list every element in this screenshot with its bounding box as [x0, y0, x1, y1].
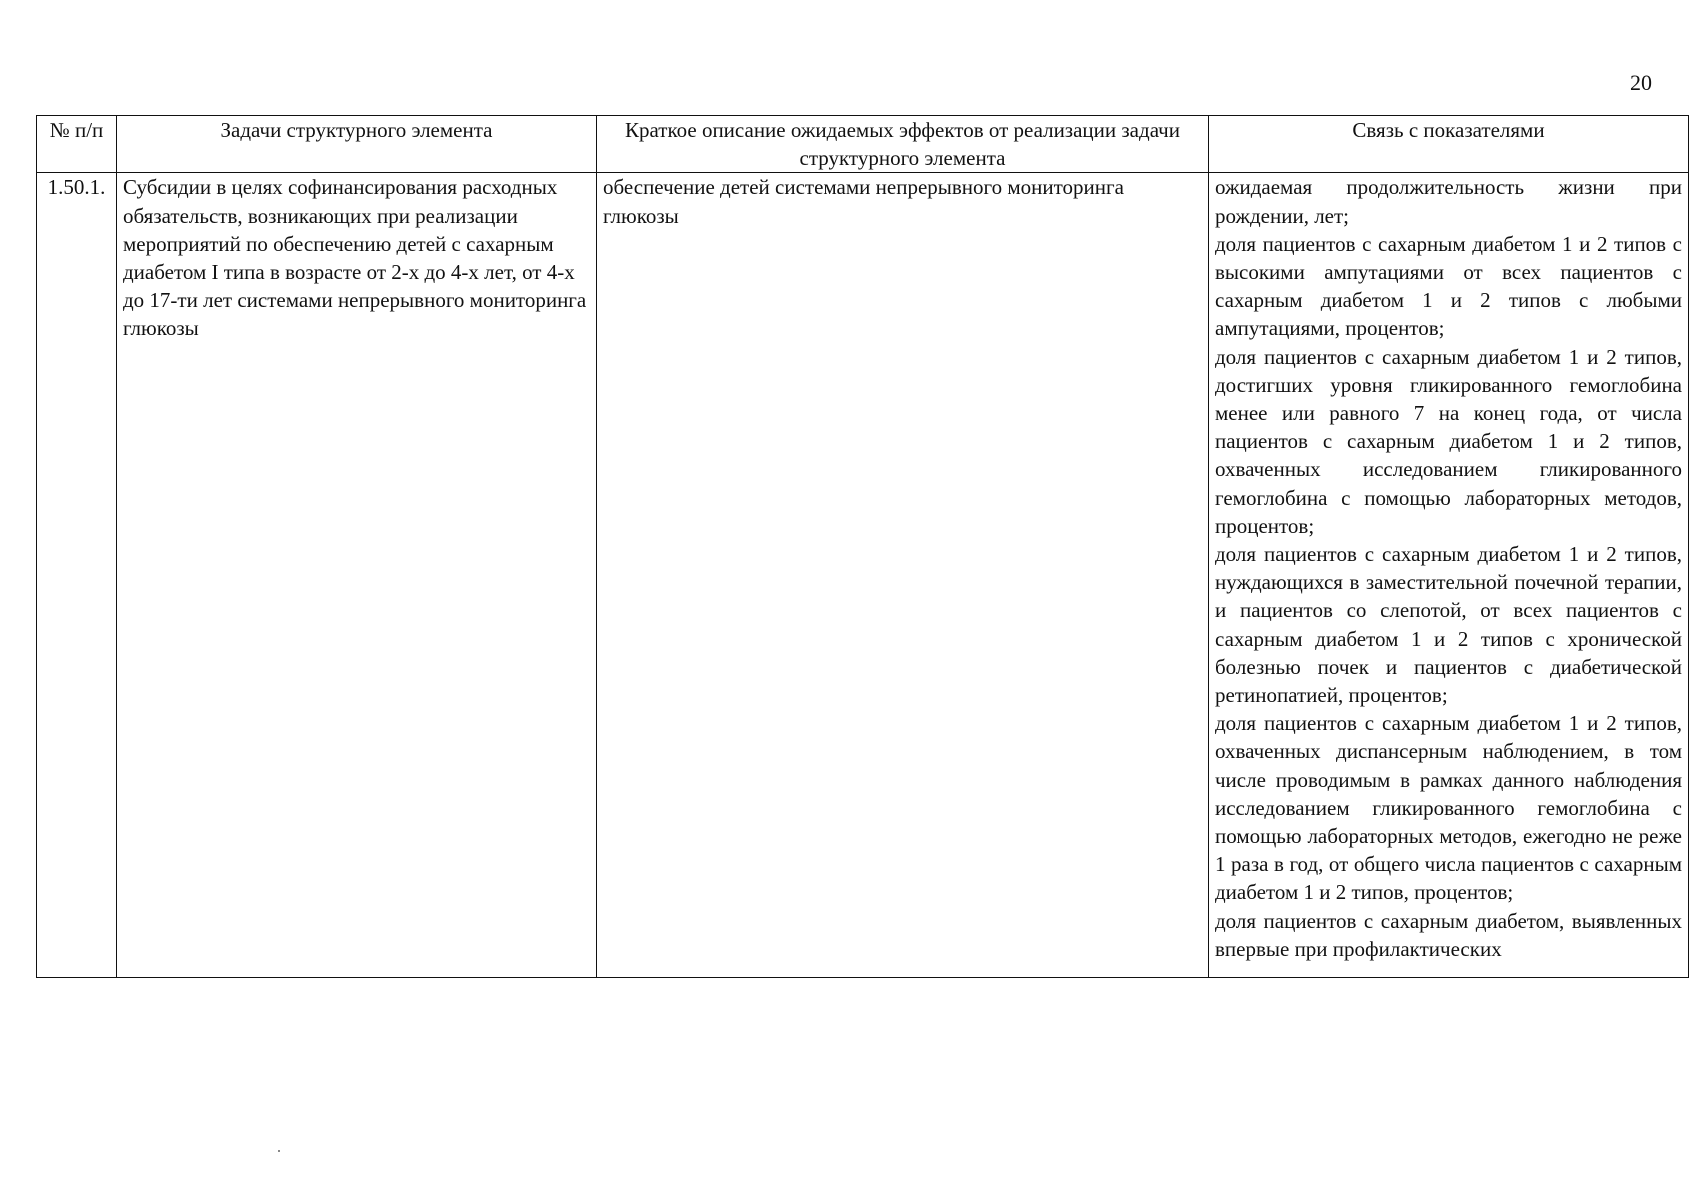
page-number: 20: [1630, 70, 1652, 95]
row-indicators: [1209, 173, 1689, 978]
indicator-item: доля пациентов с сахарным диабетом 1 и 2 типов с высокими ампутациями от всех пациентов с сахарным диабетом 1 и 2 типов с любыми ампутациями, процентов;: [1215, 231, 1682, 341]
structural-element-table: [36, 115, 1689, 978]
header-tasks: Задачи структурного элемента: [117, 116, 597, 173]
header-num: № п/п: [37, 116, 117, 173]
indicator-item: доля пациентов с сахарным диабетом 1 и 2 типов, охваченных диспансерным наблюдением, в том числе проводимым в рамках данного наблюдения исследованием гликированного гемоглобина с помощью лабораторных методов, ежегодно не реже 1 раза в год, от общего числа пациентов с сахарным диабетом 1 и 2 типов, процентов;: [1215, 711, 1682, 905]
indicator-item: доля пациентов с сахарным диабетом 1 и 2 типов, достигших уровня гликированного гемоглобина менее или равного 7 на конец года, от числа пациентов с сахарным диабетом 1 и 2 типов, охваченных исследованием гликированного гемоглобина с помощью лабораторных методов, процентов;: [1215, 344, 1682, 538]
indicator-item: доля пациентов с сахарным диабетом, выявленных впервые при профилактических: [1215, 908, 1682, 961]
row-task: Субсидии в целях софинансирования расходных обязательств, возникающих при реализации мероприятий по обеспечению детей с сахарным диабетом I типа в возрасте от 2-х до 4-х лет, от 4-х до 17-ти лет системами непрерывного мониторинга глюкозы: [117, 173, 597, 978]
table-row: [37, 173, 1689, 978]
header-row: [37, 116, 1689, 173]
table-header: [37, 116, 1689, 173]
row-number: 1.50.1.: [37, 173, 117, 978]
header-effects: Краткое описание ожидаемых эффектов от реализации задачи структурного элемента: [597, 116, 1209, 173]
row-effect: обеспечение детей системами непрерывного мониторинга глюкозы: [597, 173, 1209, 978]
indicator-item: доля пациентов с сахарным диабетом 1 и 2 типов, нуждающихся в заместительной почечной терапии, и пациентов со слепотой, от всех пациентов с сахарным диабетом 1 и 2 типов с хронической болезнью почек и пациентов с диабетической ретинопатией, процентов;: [1215, 542, 1682, 708]
indicator-item: ожидаемая продолжительность жизни при рождении, лет;: [1215, 175, 1682, 228]
scan-speck: [278, 1150, 280, 1152]
table-body: [37, 173, 1689, 978]
header-links: Связь с показателями: [1209, 116, 1689, 173]
